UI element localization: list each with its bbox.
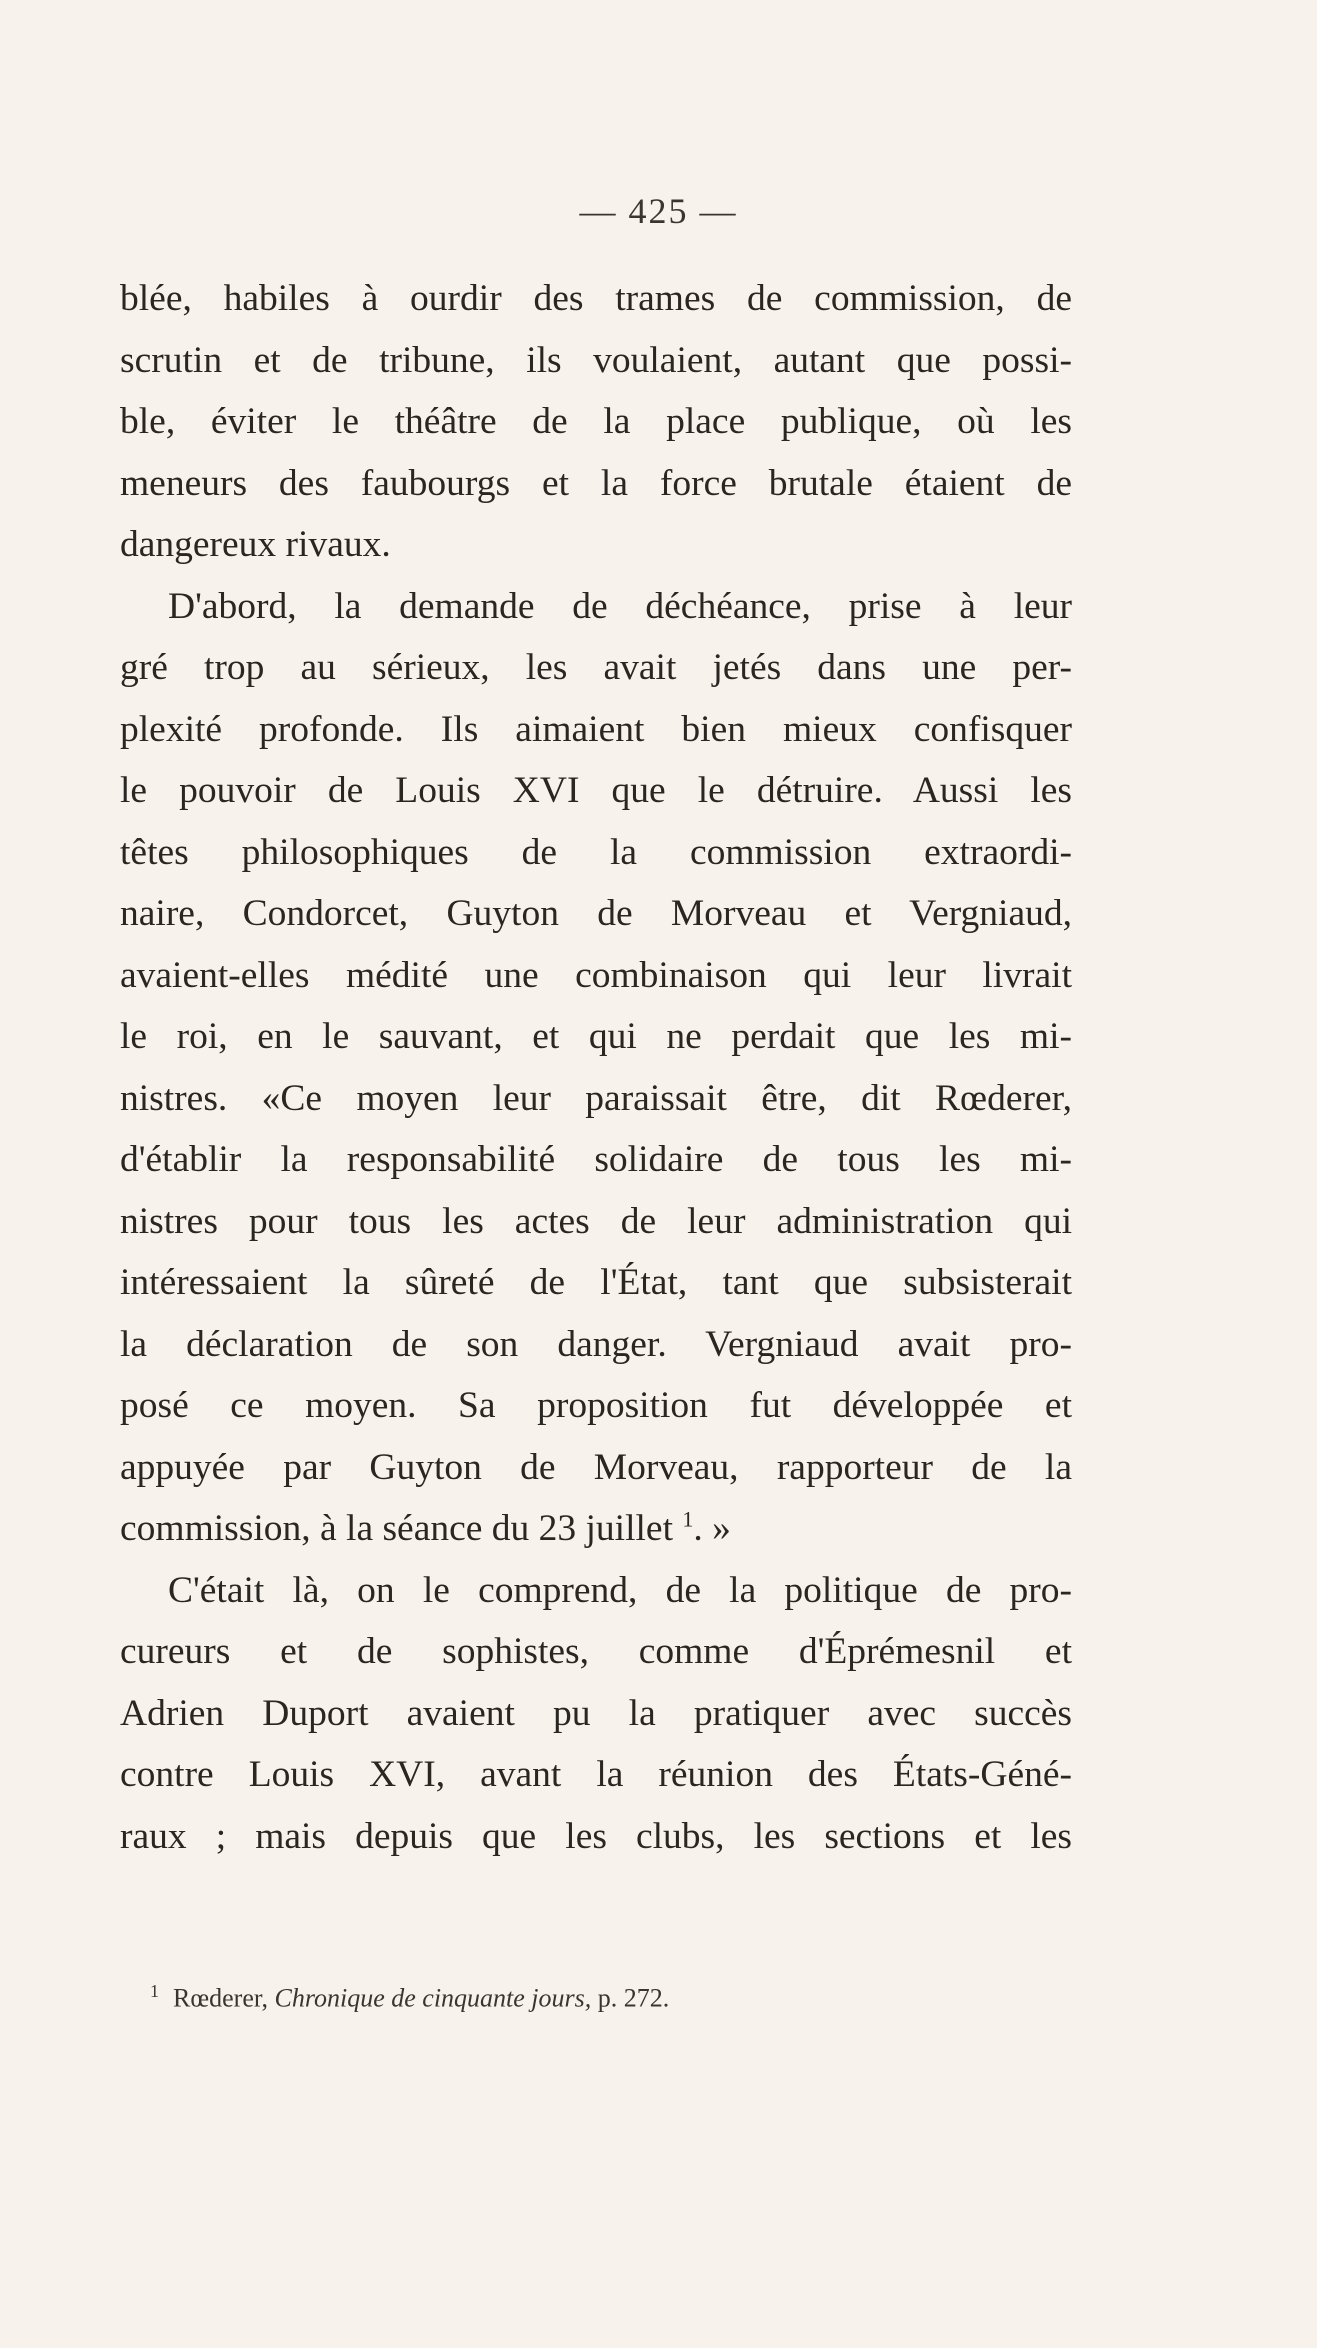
- text-line: [120, 1498, 1072, 1560]
- text-line: plexité profonde. Ils aimaient bien mieux confisquer: [120, 708, 1072, 750]
- footnote-author: Rœderer,: [173, 1983, 268, 2013]
- text-segment: commission, à la séance du 23 juillet: [120, 1508, 673, 1549]
- text-line: le pouvoir de Louis XVI que le détruire. Aussi les: [120, 770, 1072, 811]
- text-line: d'établir la responsabilité solidaire de tous les mi-: [120, 1139, 1072, 1180]
- text-line: posé ce moyen. Sa proposition fut développée et: [120, 1385, 1072, 1426]
- text-line: intéressaient la sûreté de l'État, tant que subsisterait: [120, 1262, 1072, 1303]
- text-line: la déclaration de son danger. Vergniaud avait pro-: [120, 1323, 1072, 1365]
- text-line: avaient-elles médité une combinaison qui leur livrait: [120, 954, 1072, 996]
- footnote-title: Chronique de cinquante jours,: [274, 1983, 592, 2013]
- text-line: têtes philosophiques de la commission extraordi-: [120, 831, 1072, 873]
- text-line: dangereux rivaux.: [120, 524, 391, 565]
- page-number: — 425 —: [579, 191, 738, 231]
- text-line: ble, éviter le théâtre de la place publique, où les: [120, 401, 1072, 442]
- text-line: raux ; mais depuis que les clubs, les sections et les: [120, 1815, 1072, 1857]
- text-line: Adrien Duport avaient pu la pratiquer avec succès: [120, 1692, 1072, 1734]
- body-text: [120, 268, 1072, 1867]
- text-line: cureurs et de sophistes, comme d'Éprémesnil et: [120, 1631, 1072, 1672]
- text-segment: . »: [693, 1508, 731, 1549]
- text-line: le roi, en le sauvant, et qui ne perdait que les mi-: [120, 1016, 1072, 1057]
- text-line: blée, habiles à ourdir des trames de commission, de: [120, 278, 1072, 319]
- footnote-page: p. 272.: [597, 1983, 670, 2013]
- text-line: D'abord, la demande de déchéance, prise à leur: [168, 585, 1072, 627]
- text-line: gré trop au sérieux, les avait jetés dans une per-: [120, 647, 1072, 688]
- text-line: appuyée par Guyton de Morveau, rapporteur de la: [120, 1446, 1072, 1488]
- text-line: contre Louis XVI, avant la réunion des États-Géné-: [120, 1754, 1072, 1795]
- text-line: nistres. «Ce moyen leur paraissait être, dit Rœderer,: [120, 1077, 1072, 1119]
- footnote-reference[interactable]: 1: [682, 1506, 694, 1532]
- footnote-mark: 1: [150, 1981, 159, 2001]
- text-line: C'était là, on le comprend, de la politique de pro-: [168, 1569, 1072, 1611]
- footnote: [150, 1973, 1070, 2017]
- text-line: naire, Condorcet, Guyton de Morveau et Vergniaud,: [120, 893, 1072, 934]
- text-line: scrutin et de tribune, ils voulaient, autant que possi-: [120, 339, 1072, 381]
- text-line: nistres pour tous les actes de leur administration qui: [120, 1200, 1072, 1242]
- text-line: meneurs des faubourgs et la force brutale étaient de: [120, 462, 1072, 504]
